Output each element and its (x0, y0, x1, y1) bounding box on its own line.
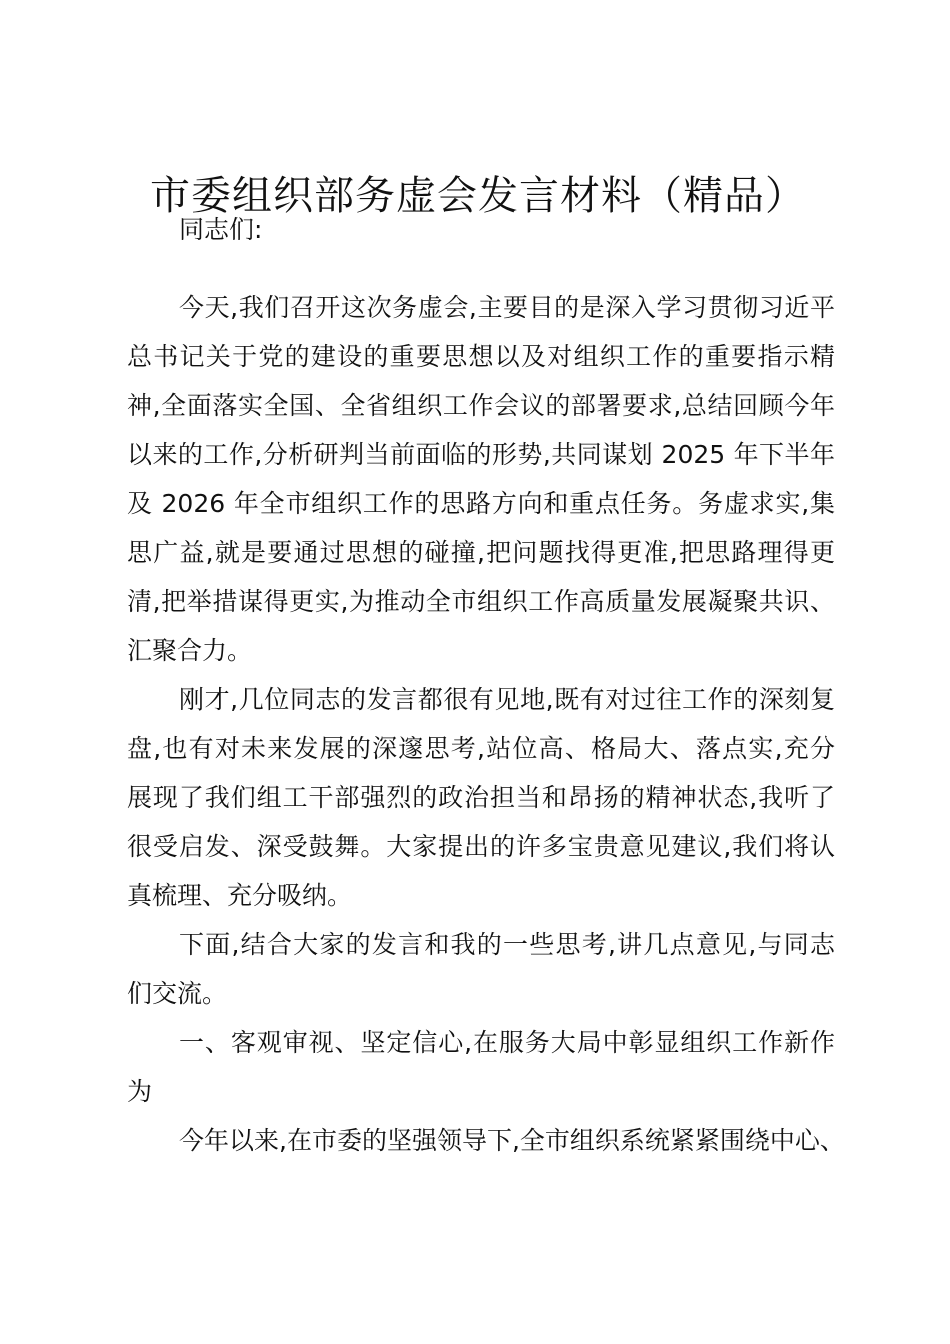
text-line: 同志们: (179, 215, 263, 244)
text-line: 盘,也有对未来发展的深邃思考,站位高、格局大、落点实,充分 (127, 734, 835, 763)
paragraph (127, 675, 835, 920)
text-line: 神,全面落实全国、全省组织工作会议的部署要求,总结回顾今年 (127, 391, 835, 420)
paragraph (127, 283, 835, 675)
text-line: 清,把举措谋得更实,为推动全市组织工作高质量发展凝聚共识、 (127, 587, 835, 616)
document-body (127, 215, 845, 1165)
text-line: 及 2026 年全市组织工作的思路方向和重点任务。务虚求实,集 (127, 489, 835, 518)
text-line: 以来的工作,分析研判当前面临的形势,共同谋划 2025 年下半年 (127, 440, 835, 469)
paragraph (127, 920, 835, 1018)
text-line: 思广益,就是要通过思想的碰撞,把问题找得更准,把思路理得更 (127, 538, 835, 567)
text-line: 刚才,几位同志的发言都很有见地,既有对过往工作的深刻复 (179, 685, 835, 714)
paragraph (127, 1018, 835, 1116)
text-line: 今年以来,在市委的坚强领导下,全市组织系统紧紧围绕中心、 (179, 1126, 845, 1155)
text-line: 下面,结合大家的发言和我的一些思考,讲几点意见,与同志 (179, 930, 835, 959)
paragraph (127, 1116, 845, 1165)
text-line: 总书记关于党的建设的重要思想以及对组织工作的重要指示精 (127, 342, 835, 371)
text-line: 为 (127, 1077, 153, 1106)
text-line: 今天,我们召开这次务虚会,主要目的是深入学习贯彻习近平 (179, 293, 835, 322)
text-line: 很受启发、深受鼓舞。大家提出的许多宝贵意见建议,我们将认 (127, 832, 835, 861)
text-line: 真梳理、充分吸纳。 (127, 881, 353, 910)
text-line: 汇聚合力。 (127, 636, 253, 665)
text-line: 们交流。 (127, 979, 228, 1008)
paragraph (127, 217, 835, 243)
document-title: 市委组织部务虚会发言材料（精品） (150, 173, 806, 219)
text-line: 一、客观审视、坚定信心,在服务大局中彰显组织工作新作 (179, 1028, 835, 1057)
text-line: 展现了我们组工干部强烈的政治担当和昂扬的精神状态,我听了 (127, 783, 835, 812)
